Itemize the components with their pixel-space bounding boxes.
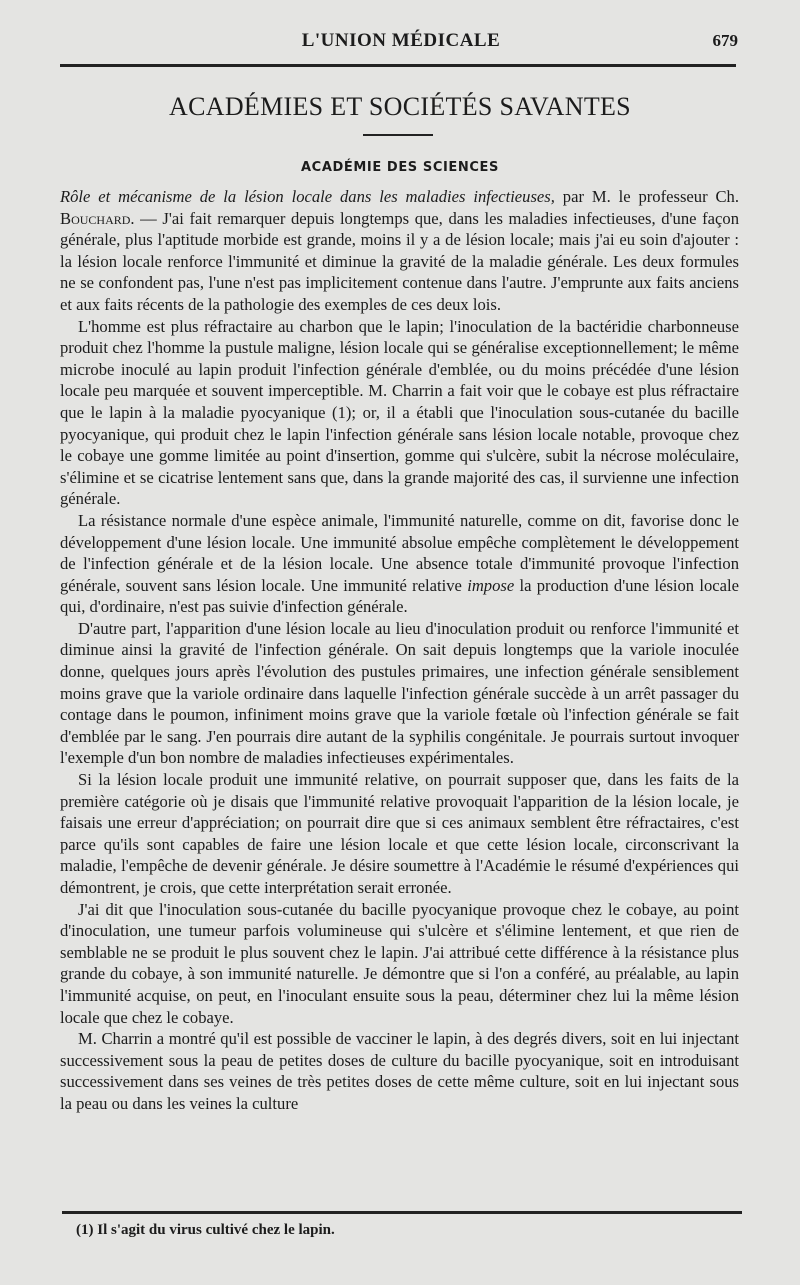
- paragraph-2: L'homme est plus réfractaire au charbon que le lapin; l'inoculation de la bactéridie charbonneuse produit chez l'homme la pustule maligne, lésion locale qui se généralise exceptionnellement; le même microbe inoculé au lapin produit l'infection générale d'emblée, ou du moins précédée d'une lésion locale peu marquée et souvent imperceptible. M. Charrin a fait voir que le cobaye est plus réfractaire que le lapin à la maladie pyocyanique (1); or, il a établi que l'inoculation sous-cutanée du bacille pyocyanique, qui produit chez le lapin l'infection générale sans lésion locale notable, provoque chez le cobaye une gomme limitée au point d'insertion, gomme qui s'ulcère, subit la nécrose moléculaire, s'élimine et se cicatrise lentement sans que, dans la grande majorité des cas, il survienne une infection générale.: [60, 316, 739, 509]
- emphasis-impose: impose: [467, 575, 515, 595]
- section-rule: [363, 134, 433, 136]
- journal-name: L'UNION MÉDICALE: [301, 30, 501, 51]
- paragraph-3-text-a: La résistance normale d'une espèce animale, l'immunité naturelle, comme on dit, favorise donc le développement d'une lésion locale. Une immunité absolue empêche complètement le développement de l'infection générale et de la lésion locale. Une absence totale d'immunité provoque l'infection générale, souvent sans lésion locale. Une immunité relative: [60, 510, 739, 595]
- subsection-title: ACADÉMIE DES SCIENCES: [301, 160, 499, 175]
- article-title: Rôle et mécanisme de la lésion locale dans les maladies infectieuses,: [60, 187, 555, 206]
- running-head: [60, 30, 742, 58]
- paragraph-1-text: . — J'ai fait remarquer depuis longtemps que, dans les maladies infectieuses, d'une façon générale, plus l'aptitude morbide est grande, moins il y a de lésion locale; mais j'ai eu soin d'ajouter : la lésion locale renforce l'immunité et diminue la gravité de la maladie générale. Les deux formules ne se confondent pas, l'une n'est pas implicitement contenue dans l'autre. J'emprunte aux faits anciens et aux faits récents de la pathologie des exemples de ces deux lois.: [60, 208, 739, 314]
- article-body: [60, 186, 739, 1115]
- paragraph-6: J'ai dit que l'inoculation sous-cutanée du bacille pyocyanique provoque chez le cobaye, au point d'inoculation, une tumeur parfois volumineuse qui s'ulcère et s'élimine lentement, et que rien de semblable ne se produit le plus souvent chez le lapin. J'ai attribué cette différence à la résistance plus grande du cobaye, à son immunité naturelle. Je démontre que si l'on a conféré, au préalable, au lapin l'immunité acquise, on peut, en l'inoculant ensuite sous la peau, déterminer chez lui la même lésion locale que chez le cobaye.: [60, 899, 739, 1027]
- author-name: Bouchard: [60, 208, 131, 228]
- footnote-rule: [62, 1211, 742, 1214]
- section-title: ACADÉMIES ET SOCIÉTÉS SAVANTES: [169, 92, 631, 121]
- paragraph-4: D'autre part, l'apparition d'une lésion locale au lieu d'inoculation produit ou renforce l'immunité et diminue ainsi la gravité de l'infection générale. On sait depuis longtemps que la variole inoculée donne, quelques jours après l'évolution des pustules primaires, une infection générale sensiblement moins grave que la variole ordinaire dans laquelle l'infection générale succède à un arrêt passager du contage dans le poumon, infiniment moins grave que la variole fœtale où l'infection générale se fait d'emblée par le sang. J'en pourrais dire autant de la syphilis congénitale. Je pourrais surtout invoquer l'exemple d'un bon nombre de maladies infectieuses expérimentales.: [60, 618, 739, 768]
- paragraph-5: Si la lésion locale produit une immunité relative, on pourrait supposer que, dans les faits de la première catégorie où je disais que l'immunité relative provoquait l'apparition de la lésion locale, je faisais une erreur d'appréciation; on pourrait dire que si ces animaux semblent être réfractaires, c'est parce qu'ils sont capables de faire une lésion locale et que cette lésion locale, circonscrivant la maladie, l'empêche de devenir générale. Je désire soumettre à l'Académie le résumé d'expériences qui démontrent, je crois, que cette interprétation serait erronée.: [60, 770, 739, 897]
- footnote: (1) Il s'agit du virus cultivé chez le lapin.: [76, 1222, 335, 1238]
- paragraph-3-text-b: la production d'une lésion locale qui, d'ordinaire, n'est pas suivie d'infection générale.: [60, 575, 739, 617]
- page-number: 679: [712, 31, 738, 50]
- paragraph-3: [60, 510, 739, 618]
- header-rule: [60, 64, 736, 67]
- paragraph-1: [60, 186, 739, 316]
- byline: par M. le professeur Ch.: [554, 187, 739, 206]
- paragraph-7: M. Charrin a montré qu'il est possible de vacciner le lapin, à des degrés divers, soit en lui injectant successivement sous la peau de petites doses de culture du bacille pyocyanique, soit en introduisant successivement dans ses veines de très petites doses de cette même culture, soit en lui injectant sous la peau ou dans les veines la culture: [60, 1029, 739, 1113]
